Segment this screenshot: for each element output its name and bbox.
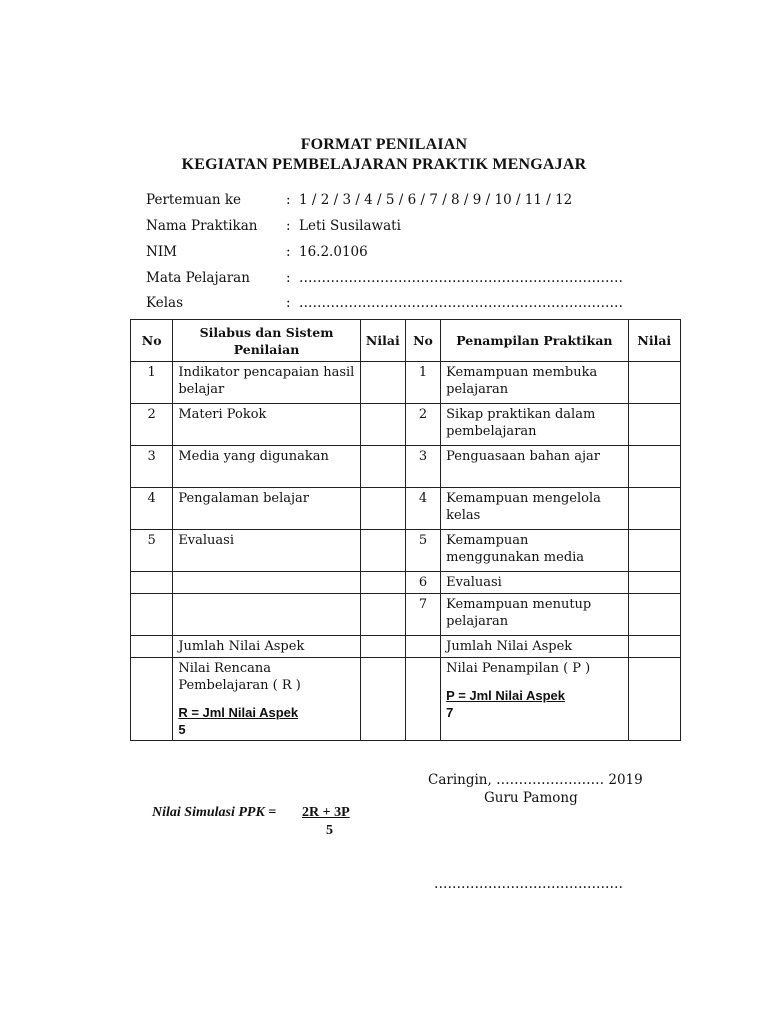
info-value: ……………………………………………………………… bbox=[299, 295, 623, 311]
info-colon: : bbox=[286, 270, 291, 286]
info-value: Leti Susilawati bbox=[299, 218, 401, 234]
row-no-2: 4 bbox=[405, 488, 440, 530]
row-no-2: 2 bbox=[405, 404, 440, 446]
jumlah-right-label: Jumlah Nilai Aspek bbox=[441, 636, 628, 658]
header-nilai: Nilai bbox=[360, 320, 405, 362]
row-silabus: Media yang digunakan bbox=[173, 446, 360, 488]
row-nilai-cell-2[interactable] bbox=[628, 362, 680, 404]
penampilan-formula-text: P = Jml Nilai Aspek bbox=[446, 688, 566, 703]
row-nilai-cell[interactable] bbox=[360, 488, 405, 530]
info-value: 1 / 2 / 3 / 4 / 5 / 6 / 7 / 8 / 9 / 10 / 11 / 12 bbox=[299, 192, 573, 208]
row-no: 2 bbox=[131, 404, 173, 446]
row-nilai-cell[interactable] bbox=[360, 404, 405, 446]
table-row bbox=[131, 488, 681, 530]
row-nilai-cell[interactable] bbox=[360, 446, 405, 488]
rencana-cell bbox=[173, 658, 360, 741]
info-colon: : bbox=[286, 192, 291, 208]
row-no-2: 1 bbox=[405, 362, 440, 404]
row-nilai-cell-2[interactable] bbox=[628, 446, 680, 488]
row-nilai-cell[interactable] bbox=[360, 572, 405, 594]
summary-no bbox=[131, 658, 173, 741]
penampilan-label: Nilai Penampilan ( P ) bbox=[446, 661, 591, 676]
row-silabus bbox=[173, 572, 360, 594]
row-no: 1 bbox=[131, 362, 173, 404]
jumlah-left-nilai[interactable] bbox=[360, 636, 405, 658]
info-label: Kelas bbox=[146, 295, 184, 311]
info-colon: : bbox=[286, 244, 291, 260]
simulation-numerator: 2R + 3P bbox=[302, 805, 350, 820]
rencana-formula-text: R = Jml Nilai Aspek bbox=[178, 705, 299, 720]
header-no: No bbox=[131, 320, 173, 362]
row-nilai-cell[interactable] bbox=[360, 594, 405, 636]
row-no bbox=[131, 594, 173, 636]
jumlah-no-2 bbox=[405, 636, 440, 658]
summary-row bbox=[131, 658, 681, 741]
info-value: 16.2.0106 bbox=[299, 244, 368, 260]
summary-no-2 bbox=[405, 658, 440, 741]
document-title: FORMAT PENILAIAN bbox=[300, 136, 468, 153]
table-row bbox=[131, 404, 681, 446]
info-label: NIM bbox=[146, 244, 177, 260]
jumlah-right-nilai[interactable] bbox=[628, 636, 680, 658]
row-no-2: 5 bbox=[405, 530, 440, 572]
penampilan-divisor: 7 bbox=[446, 705, 454, 720]
simulation-denominator: 5 bbox=[326, 823, 333, 838]
row-no-2: 3 bbox=[405, 446, 440, 488]
jumlah-row bbox=[131, 636, 681, 658]
row-penampilan: Kemampuan menggunakan media bbox=[441, 530, 628, 572]
row-nilai-cell[interactable] bbox=[360, 530, 405, 572]
info-colon: : bbox=[286, 218, 291, 234]
row-penampilan: Kemampuan mengelola kelas bbox=[441, 488, 628, 530]
row-nilai-cell-2[interactable] bbox=[628, 572, 680, 594]
header-no-2: No bbox=[405, 320, 440, 362]
penampilan-formula bbox=[446, 687, 622, 721]
row-nilai-cell[interactable] bbox=[360, 362, 405, 404]
header-penampilan: Penampilan Praktikan bbox=[441, 320, 628, 362]
row-nilai-cell-2[interactable] bbox=[628, 488, 680, 530]
table-row bbox=[131, 446, 681, 488]
header-nilai-2: Nilai bbox=[628, 320, 680, 362]
document-subtitle: KEGIATAN PEMBELAJARAN PRAKTIK MENGAJAR bbox=[181, 156, 587, 173]
info-label: Mata Pelajaran bbox=[146, 270, 250, 286]
jumlah-left-label: Jumlah Nilai Aspek bbox=[173, 636, 360, 658]
row-silabus: Materi Pokok bbox=[173, 404, 360, 446]
info-value: ……………………………………………………………… bbox=[299, 270, 623, 286]
table-row bbox=[131, 362, 681, 404]
info-label: Pertemuan ke bbox=[146, 192, 242, 208]
row-penampilan: Penguasaan bahan ajar bbox=[441, 446, 628, 488]
row-no-2: 7 bbox=[405, 594, 440, 636]
table-row bbox=[131, 572, 681, 594]
table-header-row bbox=[131, 320, 681, 362]
row-penampilan: Evaluasi bbox=[441, 572, 628, 594]
rencana-label: Nilai Rencana Pembelajaran ( R ) bbox=[178, 661, 301, 693]
simulation-label: Nilai Simulasi PPK = bbox=[152, 805, 277, 820]
penampilan-cell bbox=[441, 658, 628, 741]
row-no: 5 bbox=[131, 530, 173, 572]
row-nilai-cell-2[interactable] bbox=[628, 404, 680, 446]
rencana-formula bbox=[178, 704, 354, 738]
row-nilai-cell-2[interactable] bbox=[628, 530, 680, 572]
header-silabus: Silabus dan Sistem Penilaian bbox=[173, 320, 360, 362]
row-nilai-cell-2[interactable] bbox=[628, 594, 680, 636]
info-label: Nama Praktikan bbox=[146, 218, 258, 234]
row-silabus bbox=[173, 594, 360, 636]
info-colon: : bbox=[286, 295, 291, 311]
table-row bbox=[131, 530, 681, 572]
place-date: Caringin, …………………… 2019 bbox=[428, 772, 643, 788]
table-row bbox=[131, 594, 681, 636]
row-penampilan: Kemampuan membuka pelajaran bbox=[441, 362, 628, 404]
row-silabus: Indikator pencapaian hasil belajar bbox=[173, 362, 360, 404]
row-penampilan: Kemampuan menutup pelajaran bbox=[441, 594, 628, 636]
signature-line: …………………………………… bbox=[434, 876, 623, 892]
assessment-table bbox=[130, 319, 681, 741]
row-no-2: 6 bbox=[405, 572, 440, 594]
row-silabus: Evaluasi bbox=[173, 530, 360, 572]
row-no: 4 bbox=[131, 488, 173, 530]
jumlah-no bbox=[131, 636, 173, 658]
row-no bbox=[131, 572, 173, 594]
signer-role: Guru Pamong bbox=[484, 790, 578, 806]
rencana-nilai[interactable] bbox=[360, 658, 405, 741]
row-no: 3 bbox=[131, 446, 173, 488]
row-penampilan: Sikap praktikan dalam pembelajaran bbox=[441, 404, 628, 446]
row-silabus: Pengalaman belajar bbox=[173, 488, 360, 530]
penampilan-nilai[interactable] bbox=[628, 658, 680, 741]
rencana-divisor: 5 bbox=[178, 722, 186, 737]
